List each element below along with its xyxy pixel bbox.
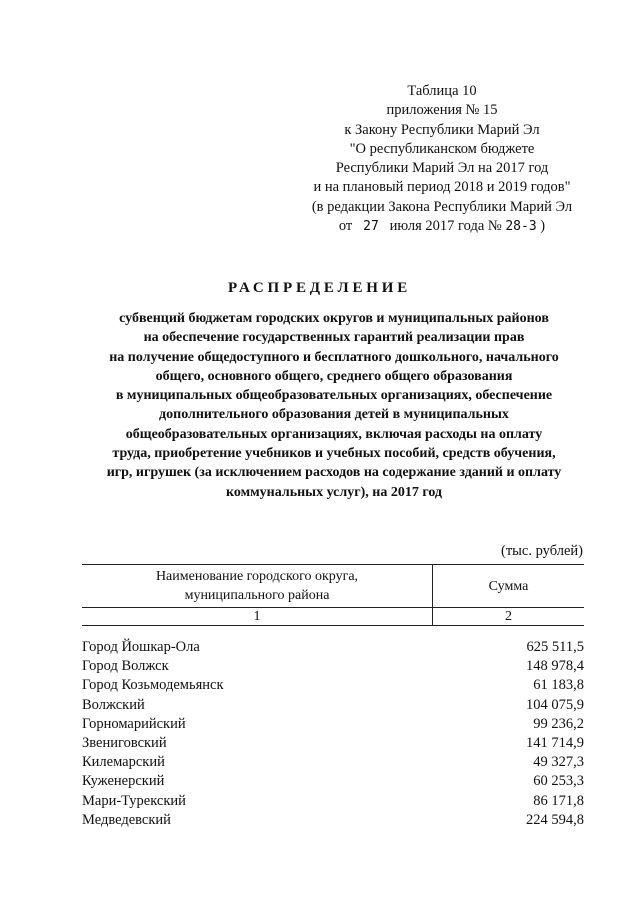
row-name: Город Йошкар-Ола <box>82 639 200 655</box>
table-row <box>82 772 584 791</box>
table-row <box>82 734 584 753</box>
subtitle-line: в муниципальных общеобразовательных организациях, обеспечение <box>115 388 553 404</box>
subtitle-line: коммунальных услуг), на 2017 год <box>225 484 443 500</box>
row-value: 49 327,3 <box>533 754 584 771</box>
subtitle-line: общеобразовательных организациях, включая расходы на оплату <box>125 426 543 442</box>
row-name: Город Волжск <box>82 658 169 675</box>
table-row <box>82 657 584 676</box>
law-reference-header <box>270 82 614 236</box>
table-row <box>82 753 584 772</box>
subtitle-line: субвенций бюджетам городских округов и муниципальных районов <box>119 311 549 326</box>
header-line: и на плановый период 2018 и 2019 годов" <box>313 179 571 196</box>
header-law-number: 28-З <box>505 219 537 235</box>
column-header-name-line2: муниципального района <box>184 588 330 603</box>
subtitle-line: труда, приобретение учебников и учебных пособий, средств обучения, <box>112 446 556 462</box>
row-value: 99 236,2 <box>533 715 584 732</box>
row-name: Звениговский <box>82 734 167 751</box>
document-title: РАСПРЕДЕЛЕНИЕ <box>227 280 412 296</box>
row-value: 141 714,9 <box>526 734 584 751</box>
row-name: Горномарийский <box>82 715 186 732</box>
row-name: Город Козьмодемьянск <box>82 677 224 694</box>
row-name: Медведевский <box>82 811 171 828</box>
header-line: Таблица 10 <box>407 83 477 99</box>
header-line: "О республиканском бюджете <box>349 140 535 157</box>
header-divider <box>82 607 584 608</box>
table-row <box>82 715 584 734</box>
column-number-2: 2 <box>505 609 512 624</box>
header-line: (в редакции Закона Республики Марий Эл <box>311 198 573 215</box>
row-value: 104 075,9 <box>526 696 584 713</box>
header-line: Республики Марий Эл на 2017 год <box>335 160 549 177</box>
row-name: Мари-Турекский <box>82 792 186 809</box>
row-name: Килемарский <box>82 754 165 771</box>
unit-label: (тыс. рублей) <box>501 543 583 559</box>
column-header-name <box>82 565 432 607</box>
table-body <box>82 638 584 830</box>
header-date-line <box>270 217 614 236</box>
row-value: 224 594,8 <box>526 811 584 828</box>
subtitle-line: на обеспечение государственных гарантий реализации прав <box>143 330 525 346</box>
header-day: 27 <box>363 219 379 235</box>
row-value: 60 253,3 <box>533 773 584 790</box>
header-line: к Закону Республики Марий Эл <box>344 121 540 138</box>
row-value: 86 171,8 <box>533 792 584 809</box>
row-value: 148 978,4 <box>526 658 584 675</box>
column-number-1: 1 <box>253 609 261 624</box>
subtitle-line: общего, основного общего, среднего общего образования <box>155 368 513 384</box>
header-date-suffix: ) <box>540 218 546 235</box>
subtitle-line: игр, игрушек (за исключением расходов на содержание зданий и оплату <box>106 465 562 481</box>
table-row <box>82 696 584 715</box>
column-header-name-line1: Наименование городского округа, <box>155 569 359 584</box>
table-row <box>82 811 584 830</box>
column-divider <box>432 565 433 625</box>
header-date-prefix: от <box>338 218 353 235</box>
header-date-middle: июля 2017 года № <box>389 218 502 235</box>
row-name: Волжский <box>82 696 145 713</box>
column-header-sum: Сумма <box>488 578 529 594</box>
header-line: приложения № 15 <box>386 102 498 119</box>
table-row <box>82 792 584 811</box>
table-row <box>82 676 584 695</box>
document-subtitle <box>60 309 608 502</box>
table-header <box>82 564 584 626</box>
table-row <box>82 638 584 657</box>
row-name: Куженерский <box>82 773 165 790</box>
row-value: 61 183,8 <box>533 677 584 694</box>
subtitle-line: дополнительного образования детей в муниципальных <box>159 407 509 423</box>
row-value: 625 511,5 <box>526 639 584 655</box>
subtitle-line: на получение общедоступного и бесплатного дошкольного, начального <box>109 349 559 365</box>
